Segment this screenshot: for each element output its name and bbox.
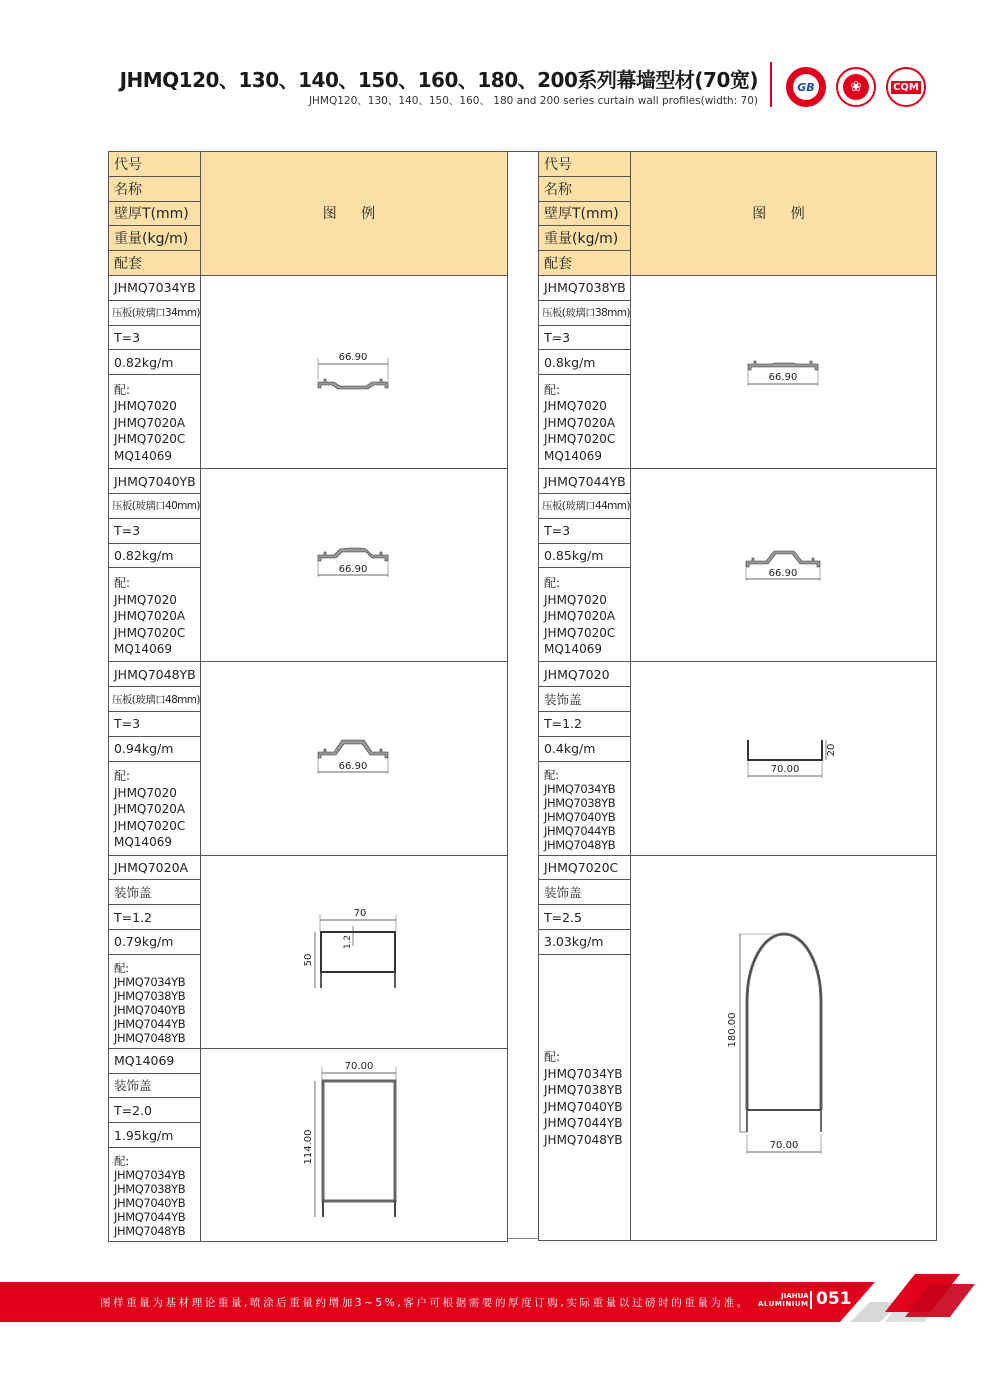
brand-logo (758, 1292, 809, 1308)
profile-fits: 配: JHMQ7034YB JHMQ7038YB JHMQ7040YB JHMQ7044YB JHMQ7048YB (539, 761, 631, 855)
profile-fits: 配: JHMQ7020 JHMQ7020A JHMQ7020C MQ14069 (109, 761, 201, 855)
pressure-plate-48-drawing (284, 726, 424, 790)
page-subtitle: JHMQ120、130、140、150、160、 180 and 200 series curtain wall profiles(width: 70) (308, 95, 758, 107)
profile-name: 压板(玻璃口48mm) (109, 687, 201, 712)
profile-drawing (201, 469, 508, 662)
header-fits: 配套 (109, 251, 201, 276)
table-row (109, 469, 508, 494)
profile-thickness: T=1.2 (109, 905, 201, 930)
profile-weight: 0.94kg/m (109, 736, 201, 761)
svg-text:50: 50 (303, 953, 314, 967)
header-weight: 重量(kg/m) (109, 226, 201, 251)
profile-name: 压板(玻璃口38mm) (539, 300, 631, 325)
table-row (539, 662, 937, 687)
page-footer (0, 1282, 1005, 1322)
svg-text:70.00: 70.00 (770, 764, 799, 776)
table-row (109, 1048, 508, 1073)
profile-name: 装饰盖 (539, 687, 631, 712)
cqm-certification-logo (886, 67, 926, 107)
profile-code: JHMQ7020A (109, 855, 201, 880)
header-code: 代号 (109, 152, 201, 177)
profile-fits: 配: JHMQ7020 JHMQ7020A JHMQ7020C MQ14069 (109, 568, 201, 662)
header-thickness: 壁厚T(mm) (539, 201, 631, 226)
cover-cap-7020c-drawing (704, 932, 864, 1162)
table-row (539, 275, 937, 300)
svg-text:66.90: 66.90 (768, 568, 797, 580)
profile-drawing (631, 469, 937, 662)
header-thickness: 壁厚T(mm) (109, 201, 201, 226)
profile-fits: 配: JHMQ7034YB JHMQ7038YB JHMQ7040YB JHMQ7044YB JHMQ7048YB (109, 954, 201, 1048)
table-gap (508, 151, 538, 1239)
svg-text:66.90: 66.90 (768, 372, 797, 384)
svg-text:1.2: 1.2 (343, 934, 353, 949)
header-figure: 图 例 (201, 152, 508, 276)
header-name: 名称 (109, 176, 201, 201)
profile-table-right (538, 151, 937, 1241)
profile-weight: 0.79kg/m (109, 929, 201, 954)
profile-thickness: T=3 (539, 518, 631, 543)
header-fits: 配套 (539, 251, 631, 276)
profile-thickness: T=3 (109, 518, 201, 543)
profile-thickness: T=3 (109, 711, 201, 736)
decorative-stripes-icon (850, 1272, 980, 1334)
header-figure: 图 例 (631, 152, 937, 276)
profile-fits: 配: JHMQ7034YB JHMQ7038YB JHMQ7040YB JHMQ7044YB JHMQ7048YB (539, 954, 631, 1240)
table-row (539, 469, 937, 494)
gb-certification-logo (786, 67, 826, 107)
pressure-plate-34-drawing (284, 342, 424, 402)
profile-code: JHMQ7020 (539, 662, 631, 687)
profile-drawing (201, 855, 508, 1048)
pressure-plate-38-drawing (714, 342, 854, 402)
profile-weight: 0.8kg/m (539, 350, 631, 375)
profile-code: JHMQ7020C (539, 855, 631, 880)
table-row (109, 275, 508, 300)
profile-fits: 配: JHMQ7020 JHMQ7020A JHMQ7020C MQ14069 (539, 568, 631, 662)
profile-drawing (631, 275, 937, 468)
profile-thickness: T=2.0 (109, 1098, 201, 1123)
famous-trademark-logo (836, 67, 876, 107)
gb-logo-icon: GB (793, 74, 819, 100)
brand-line2: ALUMINIUM (758, 1300, 809, 1308)
profile-weight: 1.95kg/m (109, 1123, 201, 1148)
profile-name: 压板(玻璃口44mm) (539, 493, 631, 518)
footer-note: 图样重量为基材理论重量,喷涂后重量约增加3~5%,客户可根据需要的厚度订购,实际重量以过磅时的重量为准。 (100, 1297, 750, 1309)
svg-text:180.00: 180.00 (726, 1012, 738, 1048)
profile-fits: 配: JHMQ7020 JHMQ7020A JHMQ7020C MQ14069 (109, 375, 201, 469)
profile-thickness: T=1.2 (539, 711, 631, 736)
profile-code: JHMQ7040YB (109, 469, 201, 494)
profile-weight: 3.03kg/m (539, 929, 631, 954)
svg-text:70.00: 70.00 (344, 1060, 374, 1072)
profile-weight: 0.85kg/m (539, 543, 631, 568)
profile-code: JHMQ7044YB (539, 469, 631, 494)
page-title: JHMQ120、130、140、150、160、180、200系列幕墙型材(70宽) (119, 68, 758, 92)
profile-name: 压板(玻璃口34mm) (109, 300, 201, 325)
pressure-plate-44-drawing (714, 533, 854, 597)
header-weight: 重量(kg/m) (539, 226, 631, 251)
table-row (109, 662, 508, 687)
table-row (539, 855, 937, 880)
profile-name: 装饰盖 (109, 880, 201, 905)
svg-text:20: 20 (825, 744, 837, 757)
profile-drawing (631, 855, 937, 1240)
svg-text:70: 70 (353, 907, 367, 919)
page-header (0, 62, 1005, 112)
svg-text:66.90: 66.90 (338, 761, 368, 773)
flower-logo-icon: ❀ (843, 74, 869, 100)
profile-table-left (108, 151, 508, 1242)
brand-line1: JIAHUA (781, 1292, 809, 1300)
profile-code: JHMQ7038YB (539, 275, 631, 300)
pressure-plate-40-drawing (284, 535, 424, 595)
header-name: 名称 (539, 176, 631, 201)
page-number: 051 (816, 1289, 852, 1309)
cover-cap-7020a-drawing (284, 902, 424, 1002)
svg-text:114.00: 114.00 (303, 1129, 314, 1165)
svg-text:70.00: 70.00 (769, 1139, 798, 1151)
profile-fits: 配: JHMQ7020 JHMQ7020A JHMQ7020C MQ14069 (539, 375, 631, 469)
profile-code: JHMQ7048YB (109, 662, 201, 687)
profile-thickness: T=3 (109, 325, 201, 350)
profile-weight: 0.82kg/m (109, 543, 201, 568)
header-code: 代号 (539, 152, 631, 177)
cqm-logo-icon: CQM (893, 81, 919, 93)
table-row (109, 855, 508, 880)
profile-fits: 配: JHMQ7034YB JHMQ7038YB JHMQ7040YB JHMQ7044YB JHMQ7048YB (109, 1147, 201, 1241)
profile-drawing (631, 662, 937, 855)
profile-weight: 0.4kg/m (539, 736, 631, 761)
profile-drawing (201, 662, 508, 855)
profile-thickness: T=3 (539, 325, 631, 350)
cover-cap-14069-drawing (284, 1055, 424, 1235)
profile-drawing (201, 1048, 508, 1241)
cover-cap-7020-drawing (714, 726, 854, 790)
profile-name: 装饰盖 (109, 1073, 201, 1098)
profile-code: MQ14069 (109, 1048, 201, 1073)
svg-text:66.90: 66.90 (338, 564, 368, 576)
header-divider (770, 62, 772, 107)
profile-name: 压板(玻璃口40mm) (109, 493, 201, 518)
profile-thickness: T=2.5 (539, 905, 631, 930)
profile-drawing (201, 275, 508, 468)
footer-divider (810, 1291, 812, 1309)
profile-name: 装饰盖 (539, 880, 631, 905)
profile-code: JHMQ7034YB (109, 275, 201, 300)
profile-weight: 0.82kg/m (109, 350, 201, 375)
svg-text:66.90: 66.90 (338, 352, 368, 364)
